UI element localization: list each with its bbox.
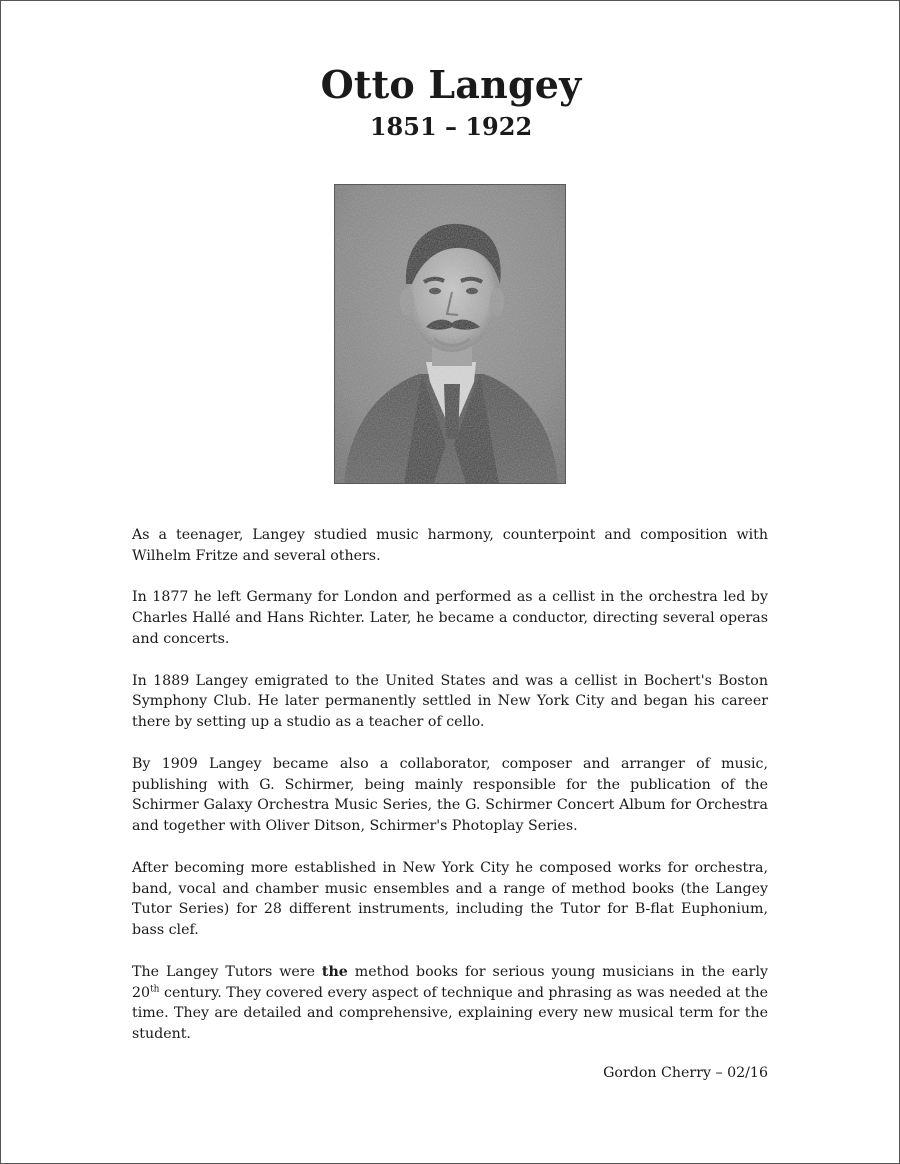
- page-title: Otto Langey: [320, 62, 582, 107]
- paragraph-2: In 1877 he left Germany for London and performed as a cellist in the orchestra led by Charles Hallé and Hans Richter. Later, he became a conductor, directing several operas and concerts.: [132, 589, 768, 647]
- life-years: 1851 – 1922: [369, 112, 533, 141]
- paragraph-6: [132, 962, 768, 1045]
- biography-text: [132, 525, 768, 1066]
- paragraph-6-text-c: century. They covered every aspect of technique and phrasing as was needed at the time. They are detailed and comprehensive, explaining every new musical term for the student.: [132, 984, 768, 1043]
- paragraph-5: After becoming more established in New York City he composed works for orchestra, band, vocal and chamber music ensembles and a range of method books (the Langey Tutor Series) for 28 different instruments, including the Tutor for B-flat Euphonium, bass clef.: [132, 859, 768, 939]
- paragraph-4: By 1909 Langey became also a collaborator, composer and arranger of music, publishing with G. Schirmer, being mainly responsible for the publication of the Schirmer Galaxy Orchestra Music Series, the G. Schirmer Concert Album for Orchestra and together with Oliver Ditson, Schirmer's Photoplay Series.: [132, 755, 768, 835]
- emphasis-the: the: [321, 963, 348, 980]
- paragraph-3: In 1889 Langey emigrated to the United States and was a cellist in Bochert's Boston Symphony Club. He later permanently settled in New York City and began his career there by setting up a studio as a teacher of cello.: [132, 672, 768, 731]
- paragraph-1: As a teenager, Langey studied music harmony, counterpoint and composition with Wilhelm Fritze and several others.: [132, 527, 768, 564]
- paragraph-6-text-b: method books for serious young musicians in the early 20: [132, 963, 768, 1001]
- portrait-photo: [334, 184, 566, 484]
- ordinal-suffix: th: [150, 983, 160, 994]
- author-signature: Gordon Cherry – 02/16: [603, 1065, 768, 1081]
- paragraph-6-text-a: The Langey Tutors were: [132, 963, 322, 980]
